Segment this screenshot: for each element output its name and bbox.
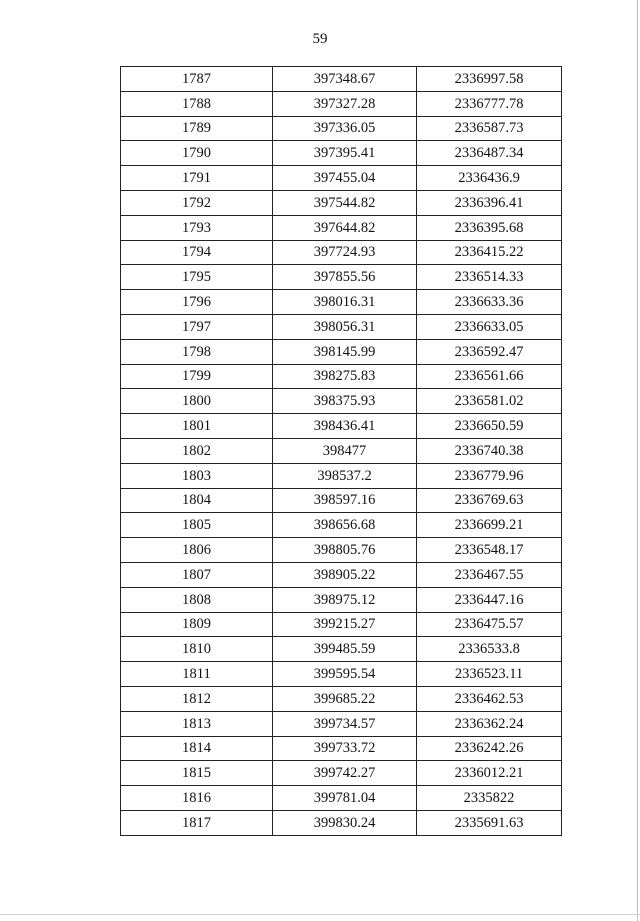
point-id-cell: 1796 bbox=[121, 290, 273, 315]
point-id-cell: 1809 bbox=[121, 612, 273, 637]
x-coordinate-cell: 398275.83 bbox=[273, 364, 417, 389]
point-id-cell: 1788 bbox=[121, 91, 273, 116]
x-coordinate-cell: 397336.05 bbox=[273, 116, 417, 141]
x-coordinate-cell: 398056.31 bbox=[273, 314, 417, 339]
y-coordinate-cell: 2336415.22 bbox=[417, 240, 562, 265]
table-row bbox=[121, 711, 562, 736]
x-coordinate-cell: 397724.93 bbox=[273, 240, 417, 265]
table-row bbox=[121, 364, 562, 389]
y-coordinate-cell: 2335822 bbox=[417, 786, 562, 811]
table-row bbox=[121, 166, 562, 191]
y-coordinate-cell: 2336462.53 bbox=[417, 686, 562, 711]
y-coordinate-cell: 2336467.55 bbox=[417, 562, 562, 587]
point-id-cell: 1817 bbox=[121, 810, 273, 835]
y-coordinate-cell: 2336533.8 bbox=[417, 637, 562, 662]
table-row bbox=[121, 662, 562, 687]
table-row bbox=[121, 686, 562, 711]
x-coordinate-cell: 398975.12 bbox=[273, 587, 417, 612]
y-coordinate-cell: 2336561.66 bbox=[417, 364, 562, 389]
x-coordinate-cell: 399733.72 bbox=[273, 736, 417, 761]
y-coordinate-cell: 2336699.21 bbox=[417, 513, 562, 538]
point-id-cell: 1814 bbox=[121, 736, 273, 761]
point-id-cell: 1799 bbox=[121, 364, 273, 389]
x-coordinate-cell: 398805.76 bbox=[273, 538, 417, 563]
x-coordinate-cell: 399595.54 bbox=[273, 662, 417, 687]
point-id-cell: 1801 bbox=[121, 414, 273, 439]
point-id-cell: 1789 bbox=[121, 116, 273, 141]
point-id-cell: 1804 bbox=[121, 488, 273, 513]
y-coordinate-cell: 2336997.58 bbox=[417, 67, 562, 92]
x-coordinate-cell: 398597.16 bbox=[273, 488, 417, 513]
table-row bbox=[121, 190, 562, 215]
table-row bbox=[121, 637, 562, 662]
table-row bbox=[121, 290, 562, 315]
y-coordinate-cell: 2336777.78 bbox=[417, 91, 562, 116]
coordinates-table bbox=[120, 66, 562, 836]
point-id-cell: 1800 bbox=[121, 389, 273, 414]
y-coordinate-cell: 2336012.21 bbox=[417, 761, 562, 786]
table-row bbox=[121, 67, 562, 92]
y-coordinate-cell: 2336581.02 bbox=[417, 389, 562, 414]
y-coordinate-cell: 2336242.26 bbox=[417, 736, 562, 761]
y-coordinate-cell: 2336362.24 bbox=[417, 711, 562, 736]
x-coordinate-cell: 397855.56 bbox=[273, 265, 417, 290]
page-edge-bottom bbox=[0, 914, 640, 915]
x-coordinate-cell: 398016.31 bbox=[273, 290, 417, 315]
point-id-cell: 1792 bbox=[121, 190, 273, 215]
x-coordinate-cell: 397544.82 bbox=[273, 190, 417, 215]
x-coordinate-cell: 398375.93 bbox=[273, 389, 417, 414]
y-coordinate-cell: 2336633.05 bbox=[417, 314, 562, 339]
point-id-cell: 1816 bbox=[121, 786, 273, 811]
table-row bbox=[121, 339, 562, 364]
point-id-cell: 1802 bbox=[121, 438, 273, 463]
x-coordinate-cell: 399742.27 bbox=[273, 761, 417, 786]
y-coordinate-cell: 2335691.63 bbox=[417, 810, 562, 835]
x-coordinate-cell: 397455.04 bbox=[273, 166, 417, 191]
point-id-cell: 1812 bbox=[121, 686, 273, 711]
point-id-cell: 1810 bbox=[121, 637, 273, 662]
x-coordinate-cell: 397327.28 bbox=[273, 91, 417, 116]
y-coordinate-cell: 2336487.34 bbox=[417, 141, 562, 166]
table-row bbox=[121, 116, 562, 141]
y-coordinate-cell: 2336740.38 bbox=[417, 438, 562, 463]
table-row bbox=[121, 240, 562, 265]
x-coordinate-cell: 399734.57 bbox=[273, 711, 417, 736]
point-id-cell: 1813 bbox=[121, 711, 273, 736]
y-coordinate-cell: 2336447.16 bbox=[417, 587, 562, 612]
x-coordinate-cell: 398656.68 bbox=[273, 513, 417, 538]
point-id-cell: 1811 bbox=[121, 662, 273, 687]
page-number: 59 bbox=[312, 31, 328, 47]
table-row bbox=[121, 612, 562, 637]
point-id-cell: 1793 bbox=[121, 215, 273, 240]
y-coordinate-cell: 2336514.33 bbox=[417, 265, 562, 290]
table-row bbox=[121, 314, 562, 339]
table-row bbox=[121, 141, 562, 166]
point-id-cell: 1795 bbox=[121, 265, 273, 290]
x-coordinate-cell: 399685.22 bbox=[273, 686, 417, 711]
table-row bbox=[121, 761, 562, 786]
x-coordinate-cell: 399485.59 bbox=[273, 637, 417, 662]
y-coordinate-cell: 2336475.57 bbox=[417, 612, 562, 637]
y-coordinate-cell: 2336769.63 bbox=[417, 488, 562, 513]
y-coordinate-cell: 2336592.47 bbox=[417, 339, 562, 364]
table-row bbox=[121, 513, 562, 538]
x-coordinate-cell: 399781.04 bbox=[273, 786, 417, 811]
coordinates-table-body bbox=[121, 67, 562, 836]
y-coordinate-cell: 2336587.73 bbox=[417, 116, 562, 141]
x-coordinate-cell: 398905.22 bbox=[273, 562, 417, 587]
table-row bbox=[121, 215, 562, 240]
point-id-cell: 1798 bbox=[121, 339, 273, 364]
table-row bbox=[121, 389, 562, 414]
x-coordinate-cell: 398145.99 bbox=[273, 339, 417, 364]
table-row bbox=[121, 463, 562, 488]
y-coordinate-cell: 2336548.17 bbox=[417, 538, 562, 563]
table-row bbox=[121, 562, 562, 587]
table-row bbox=[121, 438, 562, 463]
x-coordinate-cell: 398537.2 bbox=[273, 463, 417, 488]
table-row bbox=[121, 538, 562, 563]
y-coordinate-cell: 2336633.36 bbox=[417, 290, 562, 315]
table-row bbox=[121, 265, 562, 290]
point-id-cell: 1805 bbox=[121, 513, 273, 538]
y-coordinate-cell: 2336650.59 bbox=[417, 414, 562, 439]
point-id-cell: 1790 bbox=[121, 141, 273, 166]
table-row bbox=[121, 736, 562, 761]
x-coordinate-cell: 399215.27 bbox=[273, 612, 417, 637]
table-row bbox=[121, 414, 562, 439]
x-coordinate-cell: 397395.41 bbox=[273, 141, 417, 166]
y-coordinate-cell: 2336395.68 bbox=[417, 215, 562, 240]
page-edge-right bbox=[637, 0, 638, 921]
point-id-cell: 1806 bbox=[121, 538, 273, 563]
y-coordinate-cell: 2336779.96 bbox=[417, 463, 562, 488]
y-coordinate-cell: 2336523.11 bbox=[417, 662, 562, 687]
point-id-cell: 1797 bbox=[121, 314, 273, 339]
x-coordinate-cell: 398477 bbox=[273, 438, 417, 463]
point-id-cell: 1803 bbox=[121, 463, 273, 488]
table-row bbox=[121, 587, 562, 612]
point-id-cell: 1791 bbox=[121, 166, 273, 191]
x-coordinate-cell: 398436.41 bbox=[273, 414, 417, 439]
y-coordinate-cell: 2336436.9 bbox=[417, 166, 562, 191]
point-id-cell: 1807 bbox=[121, 562, 273, 587]
x-coordinate-cell: 399830.24 bbox=[273, 810, 417, 835]
point-id-cell: 1787 bbox=[121, 67, 273, 92]
table-row bbox=[121, 810, 562, 835]
table-row bbox=[121, 91, 562, 116]
table-row bbox=[121, 786, 562, 811]
point-id-cell: 1815 bbox=[121, 761, 273, 786]
x-coordinate-cell: 397644.82 bbox=[273, 215, 417, 240]
point-id-cell: 1794 bbox=[121, 240, 273, 265]
table-row bbox=[121, 488, 562, 513]
point-id-cell: 1808 bbox=[121, 587, 273, 612]
x-coordinate-cell: 397348.67 bbox=[273, 67, 417, 92]
y-coordinate-cell: 2336396.41 bbox=[417, 190, 562, 215]
